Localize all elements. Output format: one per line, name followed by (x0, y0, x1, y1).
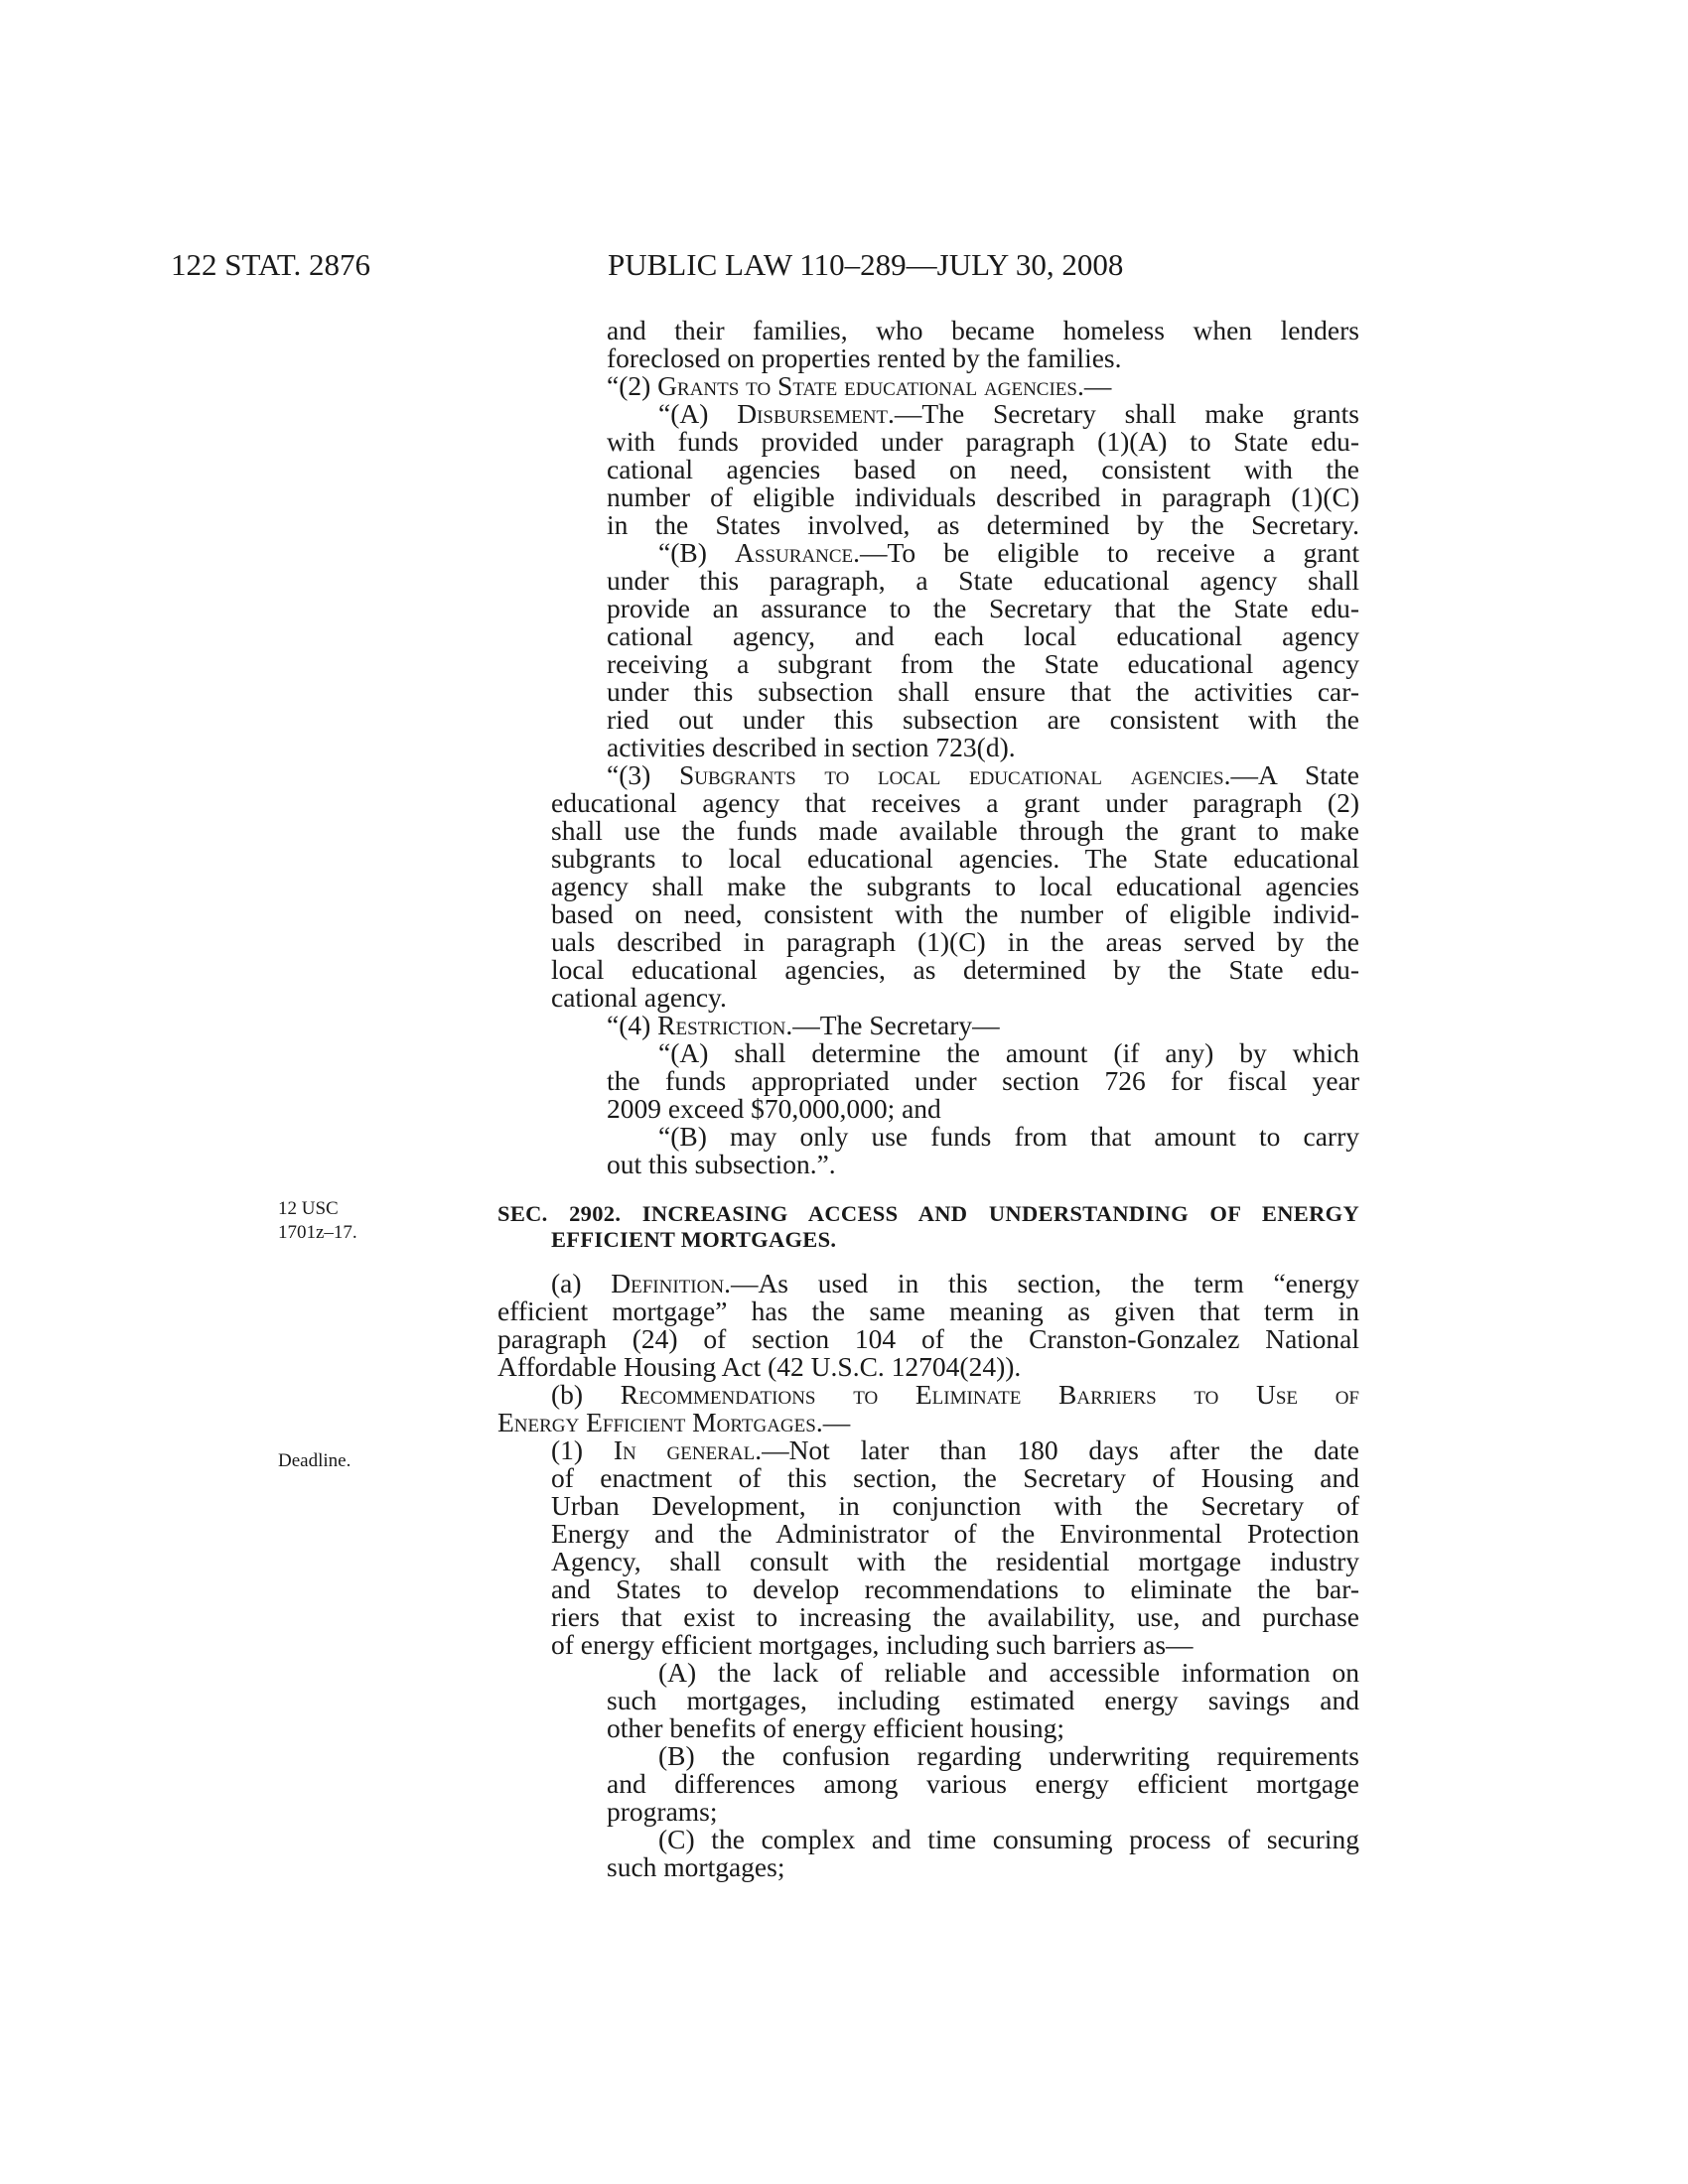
text-line: 2009 exceed $70,000,000; and (607, 1093, 941, 1124)
text-line: and States to develop recommendations to eliminate the bar- (551, 1573, 1359, 1604)
text-line: cational agencies based on need, consistent with the (607, 454, 1359, 484)
text-line: Agency, shall consult with the residential mortgage industry (551, 1546, 1359, 1576)
text-line: cational agency, and each local educational agency (607, 620, 1359, 651)
text-line: efficient mortgage” has the same meaning as given that term in (497, 1296, 1359, 1326)
paragraph-heading-continued: Energy Efficient Mortgages.— (497, 1407, 851, 1437)
margin-usc-citation-line1: 12 USC (278, 1198, 339, 1219)
text-line: agency shall make the subgrants to local educational agencies (551, 871, 1359, 901)
section-heading: SEC. 2902. INCREASING ACCESS AND UNDERSTANDING OF ENERGY (497, 1201, 1359, 1226)
text-line: subgrants to local educational agencies. The State educational (551, 843, 1359, 874)
margin-deadline-note: Deadline. (278, 1450, 352, 1471)
section-heading-continued: EFFICIENT MORTGAGES. (551, 1227, 837, 1252)
text-line: local educational agencies, as determined by the State edu- (551, 954, 1359, 985)
text-line: of enactment of this section, the Secretary of Housing and (551, 1462, 1359, 1493)
text-line: under this paragraph, a State educational agency shall (607, 565, 1359, 596)
paragraph-heading: “(4) Restriction.—The Secretary— (607, 1010, 1000, 1040)
text-line: provide an assurance to the Secretary that the State edu- (607, 593, 1359, 623)
paragraph-heading: “(B) Assurance.—To be eligible to receive a grant (658, 537, 1359, 568)
text-line: out this subsection.”. (607, 1149, 836, 1179)
text-line: “(B) may only use funds from that amount to carry (658, 1121, 1359, 1152)
paragraph-heading: “(3) Subgrants to local educational agencies.—A State (607, 759, 1359, 790)
paragraph-heading: “(A) Disbursement.—The Secretary shall make grants (658, 398, 1359, 429)
text-line: the funds appropriated under section 726 for fiscal year (607, 1065, 1359, 1096)
text-line: with funds provided under paragraph (1)(A) to State edu- (607, 426, 1359, 457)
text-line: such mortgages; (607, 1851, 785, 1882)
text-line: shall use the funds made available through the grant to make (551, 815, 1359, 846)
text-line: of energy efficient mortgages, including such barriers as— (551, 1629, 1194, 1660)
text-line: Energy and the Administrator of the Environmental Protection (551, 1518, 1359, 1549)
text-line: foreclosed on properties rented by the families. (607, 342, 1122, 373)
text-line: under this subsection shall ensure that the activities car- (607, 676, 1359, 707)
text-line: Urban Development, in conjunction with the Secretary of (551, 1490, 1359, 1521)
running-header: PUBLIC LAW 110–289—JULY 30, 2008 (608, 247, 1124, 282)
text-line: ried out under this subsection are consistent with the (607, 704, 1359, 735)
text-line: based on need, consistent with the number of eligible individ- (551, 898, 1359, 929)
text-line: and their families, who became homeless when lenders (607, 315, 1359, 345)
text-line: in the States involved, as determined by the Secretary. (607, 509, 1359, 540)
text-line: Affordable Housing Act (42 U.S.C. 12704(24)). (497, 1351, 1022, 1382)
text-line: other benefits of energy efficient housing; (607, 1712, 1065, 1743)
text-line: such mortgages, including estimated energy savings and (607, 1685, 1359, 1715)
text-line: receiving a subgrant from the State educational agency (607, 648, 1359, 679)
paragraph-heading: (b) Recommendations to Eliminate Barriers to Use of (551, 1379, 1359, 1410)
text-line: (C) the complex and time consuming process of securing (658, 1824, 1359, 1854)
text-line: educational agency that receives a grant under paragraph (2) (551, 787, 1359, 818)
text-line: paragraph (24) of section 104 of the Cranston-Gonzalez National (497, 1323, 1359, 1354)
text-line: uals described in paragraph (1)(C) in the areas served by the (551, 926, 1359, 957)
text-line: programs; (607, 1796, 718, 1827)
text-line: “(A) shall determine the amount (if any) by which (658, 1037, 1359, 1068)
paragraph-heading: “(2) Grants to State educational agencies.— (607, 370, 1112, 401)
text-line: activities described in section 723(d). (607, 732, 1016, 762)
text-line: (A) the lack of reliable and accessible information on (658, 1657, 1359, 1688)
paragraph-heading: (a) Definition.—As used in this section, the term “energy (551, 1268, 1359, 1298)
text-line: riers that exist to increasing the availability, use, and purchase (551, 1601, 1359, 1632)
margin-usc-citation-line2: 1701z–17. (278, 1222, 357, 1243)
text-line: (B) the confusion regarding underwriting requirements (658, 1740, 1359, 1771)
text-line: and differences among various energy efficient mortgage (607, 1768, 1359, 1799)
text-line: number of eligible individuals described in paragraph (1)(C) (607, 481, 1359, 512)
page-stat-citation: 122 STAT. 2876 (171, 247, 371, 282)
text-line: cational agency. (551, 982, 727, 1013)
paragraph-heading: (1) In general.—Not later than 180 days after the date (551, 1434, 1359, 1465)
